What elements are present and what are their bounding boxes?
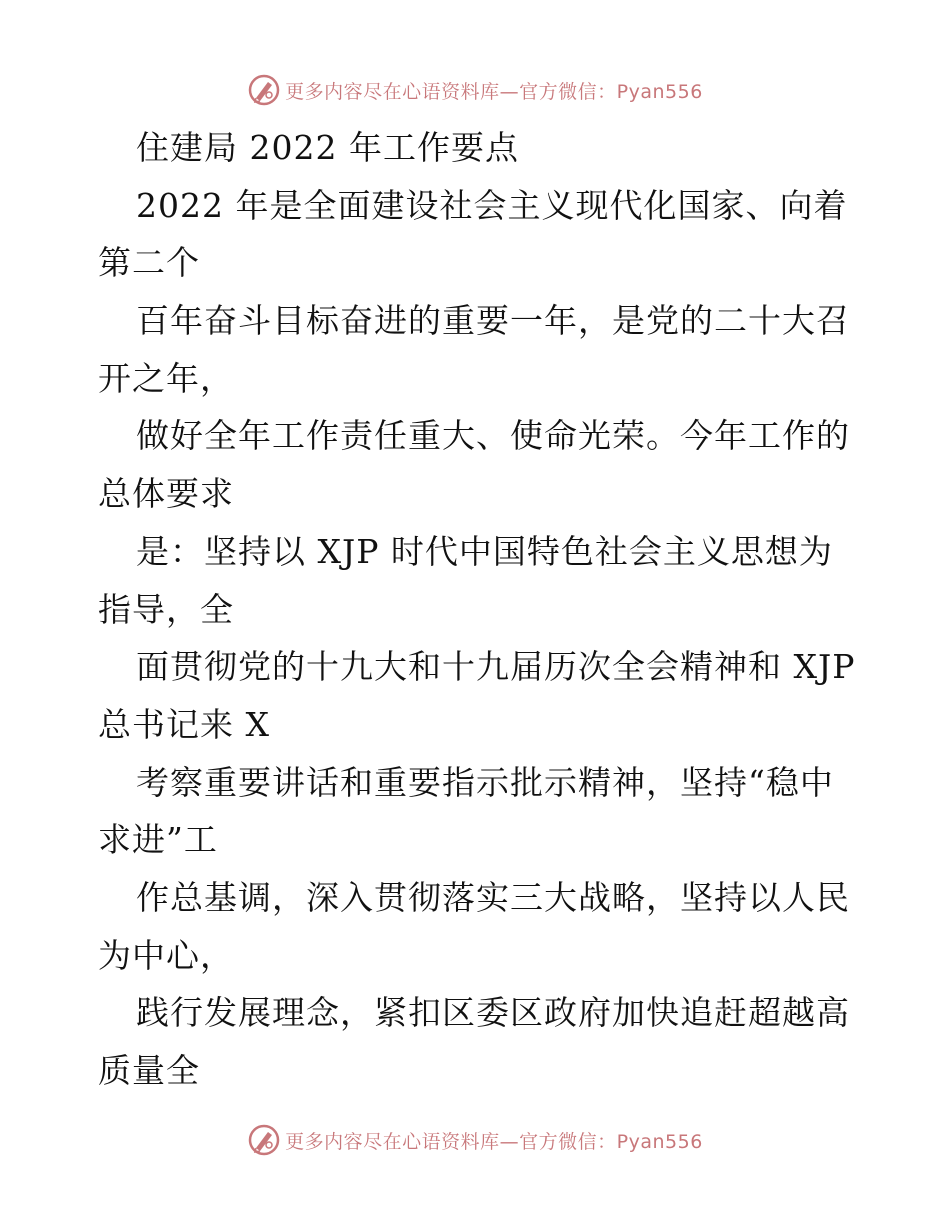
paragraph-line: 践行发展理念，紧扣区委区政府加快追赶超越高 xyxy=(136,993,850,1033)
paragraph-line: 为中心， xyxy=(98,935,234,975)
footer-watermark-banner xyxy=(0,1120,950,1160)
document-title: 住建局 2022 年工作要点 xyxy=(136,128,519,167)
paragraph-line: 作总基调，深入贯彻落实三大战略，坚持以人民 xyxy=(136,877,850,917)
paragraph-line: 考察重要讲话和重要指示批示精神，坚持“稳中 xyxy=(136,762,834,802)
paragraph-line: 总书记来 X xyxy=(98,704,270,744)
paragraph-line: 总体要求 xyxy=(98,474,234,514)
paragraph-line: 2022 年是全面建设社会主义现代化国家、向着 xyxy=(136,185,848,225)
paragraph-line: 求进”工 xyxy=(98,820,218,860)
pen-circle-logo-icon xyxy=(247,1123,281,1157)
pen-circle-logo-icon xyxy=(247,73,281,107)
header-watermark-banner xyxy=(0,70,950,110)
paragraph-line: 质量全 xyxy=(98,1051,200,1090)
watermark-text: 更多内容尽在心语资料库—官方微信：Pyan556 xyxy=(285,1130,703,1153)
paragraph-line: 百年奋斗目标奋进的重要一年，是党的二十大召 xyxy=(136,301,850,341)
paragraph-line: 做好全年工作责任重大、使命光荣。今年工作的 xyxy=(136,416,850,456)
watermark-text: 更多内容尽在心语资料库—官方微信：Pyan556 xyxy=(285,80,703,103)
paragraph-line: 开之年， xyxy=(98,358,234,398)
document-body xyxy=(98,119,858,1100)
paragraph-line: 是：坚持以 XJP 时代中国特色社会主义思想为 xyxy=(136,531,833,571)
paragraph-line: 面贯彻党的十九大和十九届历次全会精神和 XJP xyxy=(136,647,856,687)
paragraph-line: 第二个 xyxy=(98,243,200,283)
paragraph-line: 指导，全 xyxy=(98,589,234,629)
